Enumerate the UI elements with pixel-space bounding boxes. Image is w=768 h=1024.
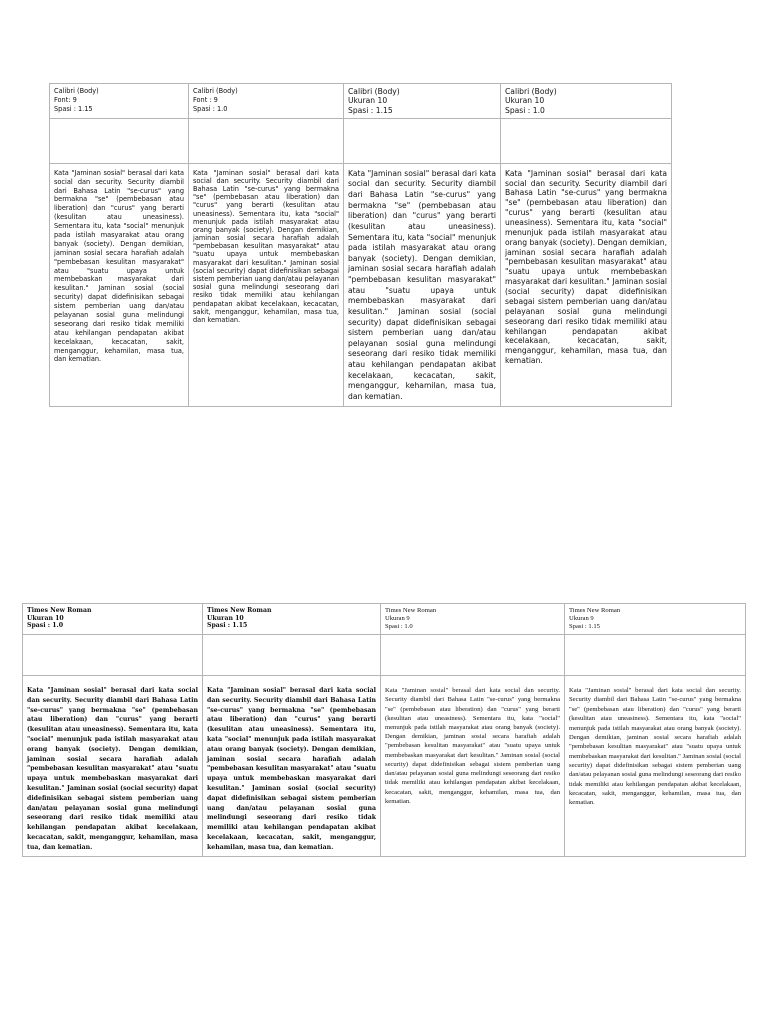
- body-cell: [565, 676, 746, 857]
- empty-cell: [344, 118, 501, 163]
- font-size: Ukuran 10: [27, 614, 64, 622]
- font-name: Calibri (Body): [54, 86, 99, 95]
- font-name: Times New Roman: [207, 607, 272, 614]
- header-cell: [189, 84, 344, 119]
- font-name: Calibri (Body): [348, 87, 400, 96]
- line-spacing: Spasi : 1.15: [348, 105, 393, 115]
- font-size: Ukuran 10: [207, 614, 244, 622]
- line-spacing: Spasi : 1.0: [27, 622, 63, 630]
- empty-cell: [203, 635, 381, 676]
- empty-cell: [23, 635, 203, 676]
- font-name: Calibri (Body): [193, 86, 238, 95]
- sample-paragraph: Kata "Jaminan sosial" berasal dari kata social dan security. Security diambil dari Bahasa Latin "se-curus" yang bermakna "se" (pembebasan atau liberation) dan "curus" yang berarti (kesulitan atau uneasiness). Sementara itu, kata "social" menunjuk pada istilah masyarakat atau orang banyak (society). Dengan demikian, jaminan sosial secara harafiah adalah "pembebasan kesulitan masyarakat" atau "suatu upaya untuk membebaskan masyarakat dari kesulitan." Jaminan sosial (social security) dapat didefinisikan sebagai sistem pemberian uang dan/atau pelayanan sosial guna melindungi seseorang dari resiko tidak memiliki atau kehilangan pendapatan akibat kecelakaan, kecacatan, sakit, menganggur, kehamilan, masa tua, dan kematian.: [348, 168, 496, 401]
- header-cell: [344, 84, 501, 119]
- sample-paragraph: Kata "Jaminan sosial" berasal dari kata social dan security. Security diambil dari Bahasa Latin "se-curus" yang bermakna "se" (pembebasan atau liberation) dan "curus" yang berarti (kesulitan atau uneasiness). Sementara itu, kata "social" menunjuk pada istilah masyarakat atau orang banyak (society). Dengan demikian, jaminan sosial secara harafiah adalah "pembebasan kesulitan masyarakat" atau "suatu upaya untuk membebaskan masyarakat dari kesulitan." Jaminan sosial (social security) dapat didefinisikan sebagai sistem pemberian uang dan/atau pelayanan sosial guna melindungi seseorang dari resiko tidak memiliki atau kehilangan pendapatan akibat kecelakaan, kecacatan, sakit, menganggur, kehamilan, masa tua, dan kematian.: [569, 687, 741, 807]
- table-header-row: [50, 84, 672, 119]
- header-cell: [381, 604, 565, 635]
- font-size: Ukuran 10: [505, 96, 545, 106]
- font-size: Ukuran 9: [385, 615, 410, 623]
- empty-cell: [50, 118, 189, 163]
- empty-cell: [381, 635, 565, 676]
- header-cell: [23, 604, 203, 635]
- header-cell: [565, 604, 746, 635]
- table-header-row: [23, 604, 746, 635]
- calibri-comparison-table: [49, 83, 672, 407]
- line-spacing: Spasi : 1.0: [505, 105, 545, 115]
- table-spacer-row: [50, 118, 672, 163]
- header-cell: [501, 84, 672, 119]
- line-spacing: Spasi : 1.15: [569, 623, 600, 631]
- line-spacing: Spasi : 1.0: [385, 623, 413, 631]
- body-cell: [189, 163, 344, 406]
- font-name: Times New Roman: [385, 607, 437, 614]
- table-body-row: [50, 163, 672, 406]
- body-cell: [381, 676, 565, 857]
- empty-cell: [501, 118, 672, 163]
- font-name: Calibri (Body): [505, 87, 557, 96]
- font-size: Font : 9: [193, 94, 218, 104]
- body-cell: [203, 676, 381, 857]
- empty-cell: [565, 635, 746, 676]
- table-body-row: [23, 676, 746, 857]
- header-cell: [50, 84, 189, 119]
- sample-paragraph: Kata "Jaminan sosial" berasal dari kata social dan security. Security diambil dari Bahasa Latin "se-curus" yang bermakna "se" (pembebasan atau liberation) dan "curus" yang berarti (kesulitan atau uneasiness). Sementara itu, kata "social" menunjuk pada istilah masyarakat atau orang banyak (society). Dengan demikian, jaminan sosial secara harafiah adalah "pembebasan kesulitan masyarakat" atau "suatu upaya untuk membebaskan masyarakat dari kesulitan." Jaminan sosial (social security) dapat didefinisikan sebagai sistem pemberian uang dan/atau pelayanan sosial guna melindungi seseorang dari resiko tidak memiliki atau kehilangan pendapatan akibat kecelakaan, kecacatan, sakit, menganggur, kehamilan, masa tua, dan kematian.: [505, 168, 667, 366]
- line-spacing: Spasi : 1.15: [54, 103, 93, 113]
- times-new-roman-comparison-table: [22, 603, 746, 857]
- sample-paragraph: Kata "Jaminan sosial" berasal dari kata social dan security. Security diambil dari Bahasa Latin "se-curus" yang bermakna "se" (pembebasan atau liberation) dan "curus" yang berarti (kesulitan atau uneasiness). Sementara itu, kata "social" menunjuk pada istilah masyarakat atau orang banyak (society). Dengan demikian, jaminan sosial secara harafiah adalah "pembebasan kesulitan masyarakat" atau "suatu upaya untuk membebaskan masyarakat dari kesulitan." Jaminan sosial (social security) dapat didefinisikan sebagai sistem pemberian uang dan/atau pelayanan sosial guna melindungi seseorang dari resiko tidak memiliki atau kehilangan pendapatan akibat kecelakaan, kecacatan, sakit, menganggur, kehamilan, masa tua, dan kematian.: [54, 167, 184, 364]
- font-size: Ukuran 10: [348, 96, 388, 106]
- sample-paragraph: Kata "Jaminan sosial" berasal dari kata social dan security. Security diambil dari Bahasa Latin "se-curus" yang bermakna "se" (pembebasan atau liberation) dan "curus" yang berarti (kesulitan atau uneasiness). Sementara itu, kata "social" menunjuk pada istilah masyarakat atau orang banyak (society). Dengan demikian, jaminan sosial secara harafiah adalah "pembebasan kesulitan masyarakat" atau "suatu upaya untuk membebaskan masyarakat dari kesulitan." Jaminan sosial (social security) dapat didefinisikan sebagai sistem pemberian uang dan/atau pelayanan sosial guna melindungi seseorang dari resiko tidak memiliki atau kehilangan pendapatan akibat kecelakaan, kecacatan, sakit, menganggur, kehamilan, masa tua, dan kematian.: [27, 687, 198, 851]
- body-cell: [344, 163, 501, 406]
- sample-paragraph: Kata "Jaminan sosial" berasal dari kata social dan security. Security diambil dari Bahasa Latin "se-curus" yang bermakna "se" (pembebasan atau liberation) dan "curus" yang berarti (kesulitan atau uneasiness). Sementara itu, kata "social" menunjuk pada istilah masyarakat atau orang banyak (society). Dengan demikian, jaminan sosial secara harafiah adalah "pembebasan kesulitan masyarakat" atau "suatu upaya untuk membebaskan masyarakat dari kesulitan." Jaminan sosial (social security) dapat didefinisikan sebagai sistem pemberian uang dan/atau pelayanan sosial guna melindungi seseorang dari resiko tidak memiliki atau kehilangan pendapatan akibat kecelakaan, kecacatan, sakit, menganggur, kehamilan, masa tua, dan kematian.: [207, 687, 376, 851]
- sample-paragraph: Kata "Jaminan sosial" berasal dari kata social dan security. Security diambil dari Bahasa Latin "se-curus" yang bermakna "se" (pembebasan atau liberation) dan "curus" yang berarti (kesulitan atau uneasiness). Sementara itu, kata "social" menunjuk pada istilah masyarakat atau orang banyak (society). Dengan demikian, jaminan sosial secara harafiah adalah "pembebasan kesulitan masyarakat" atau "suatu upaya untuk membebaskan masyarakat dari kesulitan." Jaminan sosial (social security) dapat didefinisikan sebagai sistem pemberian uang dan/atau pelayanan sosial guna melindungi seseorang dari resiko tidak memiliki atau kehilangan pendapatan akibat kecelakaan, kecacatan, sakit, menganggur, kehamilan, masa tua, dan kematian.: [385, 687, 560, 805]
- body-cell: [501, 163, 672, 406]
- empty-cell: [189, 118, 344, 163]
- font-name: Times New Roman: [27, 607, 92, 614]
- font-size: Ukuran 9: [569, 615, 594, 623]
- body-cell: [23, 676, 203, 857]
- sample-paragraph: Kata "Jaminan sosial" berasal dari kata social dan security. Security diambil dari Bahasa Latin "se-curus" yang bermakna "se" (pembebasan atau liberation) dan "curus" yang berarti (kesulitan atau uneasiness). Sementara itu, kata "social" menunjuk pada istilah masyarakat atau orang banyak (society). Dengan demikian, jaminan sosial secara harafiah adalah "pembebasan kesulitan masyarakat" atau "suatu upaya untuk membebaskan masyarakat dari kesulitan." Jaminan sosial (social security) dapat didefinisikan sebagai sistem pemberian uang dan/atau pelayanan sosial guna melindungi seseorang dari resiko tidak memiliki atau kehilangan pendapatan akibat kecelakaan, kecacatan, sakit, menganggur, kehamilan, masa tua, dan kematian.: [193, 167, 339, 324]
- font-size: Font: 9: [54, 94, 77, 104]
- table-spacer-row: [23, 635, 746, 676]
- line-spacing: Spasi : 1.0: [193, 103, 228, 113]
- line-spacing: Spasi : 1.15: [207, 622, 248, 630]
- body-cell: [50, 163, 189, 406]
- header-cell: [203, 604, 381, 635]
- font-name: Times New Roman: [569, 607, 621, 614]
